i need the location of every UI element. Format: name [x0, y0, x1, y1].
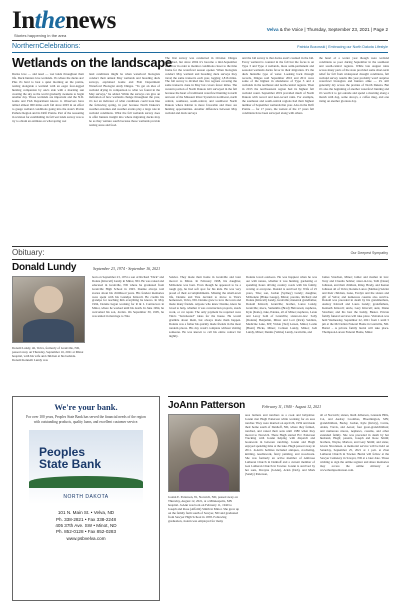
- issue-paper: Velva: [266, 27, 279, 32]
- logo-prefix: In: [12, 7, 35, 34]
- article-column-5: the heart of a wetter year though were wetland conditions so poor during September in the southeast and south-central regions. While late August rains across many parts of the state provided some short-term relief for fall from widespread drought conditions, fall wetland survey results this year probably won't surprise waterfowl biologists and hunters alike — it's still generally dry across the prairies of North Dakota. But it's also the beginning of another waterfowl hunting and it's worth it to get outside and spend a morning along a marsh with dog, some decoys, a coffee mug, and one rising on another glorious day.: [319, 57, 389, 103]
- obituary-joann-rule: [168, 396, 388, 397]
- bank-address-line-2: Ph. 338-2821 • Fax 338-2248: [55, 516, 117, 522]
- bank-ad-body: For over 100 years, Peoples State Bank has served the financial needs of the region with outstanding products, quality loans, and excellent customer service.: [26, 415, 146, 424]
- obituary-photo-joann: [168, 414, 240, 492]
- bank-address: [13, 510, 159, 542]
- issue-line: [267, 27, 388, 32]
- bank-logo-subtitle: NORTH DAKOTA: [63, 494, 109, 501]
- bank-name-line-1: Peoples: [39, 445, 86, 460]
- obituary-name-donald: Donald Lundy: [12, 262, 77, 273]
- article-column-3: The first survey was conducted in October. Dinges described, but since 2004 it's become a mid-September endeavor in order to monitor conditions closer to the time frame for the waterfowl season opener. When biologists conduct May wetland and breeding duck surveys they travel the same transects each year, logging 1,816 miles. The fall survey is divided into five regions covering the same transects done in May but covers fewer miles. The western portion of North Dakota isn't surveyed in the fall because the heart of traditional waterfowl hunting is north and east of the Missouri River System in northwest, north central, southeast, south-central, and southwest North Dakota where habitat is more favorable and there are hunting opportunities. Another difference between May wetland and duck surveys: [165, 57, 237, 115]
- section-credit: Patricia Bozowski | Embracing our North Dakota Lifestyle: [297, 45, 388, 49]
- obituary-donald-column-3: Donnie loved outdoors. He was happiest when he was out with nature, whether it was hunting, gardening or spending hours driving country roads with his family, waving at everyone. Donald is survived by: Wife of 25 years, Tina; son, Jordan (Sydney) Lundy; daughter, McKenzie (Blake Gauge), Minot; parents, Richard and Donna (Kitzcell) Lundy, Granville; maternal grandfather, Donald Kitzcell, Granville; brother, Lance Lundy, Granville; niece, Samantha (Brad) Halvorsen; nephews, Kyle (Katie), Jake, Paislee, all of Minot; nephews, Lexie and Leroy both of Granville; sisters-in-law: Sally (Donnie) Benjamin, Minot and Lori (Rick) Seidlers, Medicine Lake, MT; Vickie (Ted) Larsen, Minot; Leslie (Brent) Hicks, Minot; Colleen Lundy, Minot; Jodi Lundy, Minot; Dennis (Velma) Lundy, Granville, and: [246, 276, 317, 334]
- bank-logo: [29, 430, 143, 504]
- bank-address-line-1: 101 N. Main St. • Velva, ND: [57, 510, 115, 516]
- bank-logo-wave: [29, 476, 143, 488]
- obituary-donald-column-2: Solzler. They made their home in Granville and later moved to Minot. In February 1998, his daughter, McKenzie was born. Even though he appeared to be a tough guy, he had soft spot for his kids. He was very proud of their accomplishments. Missing the small-town life, Donnie and Tina decided to move to Tina's hometown, Velva, ND. Donnie grew to love the town and made many friends. Anyone who knew Donnie, knew he loved to help, whether it was construction projects, snack work, or car repair. The only payment he required were Tina's "butt-heated" ideas for the house. He would grumble about them, but always made them happen. Donnie was a father his quickly made friends in the most random places. His day wasn't complete without visiting someone. He was known to call his entire contact list nightly.: [169, 276, 241, 338]
- obituary-name-joann: JoAnn Patterson: [168, 400, 246, 411]
- obituary-dates-joann: February 11, 1940 - August 12, 2021: [262, 404, 322, 409]
- masthead-logo[interactable]: [12, 8, 116, 34]
- obituary-label: Obituary:: [12, 248, 45, 257]
- obituary-donald-column-4: James Strachen, Minot; father and mother in law: Tony and Claudia Selzler; sister-in-law, Tolli (Dean) Johnson, and their children, Riley, Brady, and Kenon Johnson all of Velva; Ronnie Lance (Melissa) Selzler and their children, Luke, Evelyn and the sisters and gift of Velva; and numerous cousins also survive. Donald was preceded in death by his grandmothers, Audrey Kitzcell and Laura Lundy; grandfathers, Kenneth Kitzcell; uncle, Gary Kitzcell; aunt, Diane Strachen; and his best the buddy, Buster. Private family funeral services will take place. Visitation was held Wednesday, September 22, 2021 from 1 until 5 pm at the McClellon Funeral Home in Granville, ND. Burial – A private family burial will take place. Thompson-Larson Funeral Home, Minot: [322, 276, 389, 334]
- obituary-joann-column-1: area farmers and ranchers as a cook and babysitter. JoAnn met Hugh Patterson while working for an area rancher. They were married on April 26, 1959 and made their home south of Denhoff, ND, where they farmed, ranched, and raised their sons until 1980 when they moved to Norwich. There Hugh started H.J. Patterson Trucking with JoAnn helping with dispatch and bookwork in between ranching. JoAnn and Hugh enjoyed spending time at the lake. Hugh passed away in 2011. JoAnn's hobbies included antiques, crocheting, knitting, needlework, fancy painting, and woodwork. She was formerly an active member of Ambrose Lutheran Church in Denhoff and a current member of Gen Lutheran Church in Towner. JoAnn is survived by her sons, Dwayne (JoAnn), Arlen (Deb), and Mark (Sandy) Patterson,: [245, 414, 315, 476]
- bank-ad[interactable]: [12, 396, 160, 601]
- obituary-caption-joann: JoAnn E. Patterson, 81, Norwich, ND, passed away on Thursday, August 12, 2021, at a Minneapolis, MN hospital. JoAnn was born on February 11, 1940 to Joseph and Rose (Affeldt) Smith in Minot. She grew up on the family farm south of Sawyer, ND and graduated from Sawyer High School in 1958. Following graduation, JoAnn was employed for many: [168, 495, 240, 523]
- bank-address-line-4: Ph. 852-0128 • Fax 852-0283: [55, 529, 117, 535]
- logo-suffix: news: [65, 7, 116, 34]
- issue-amp: &: [278, 27, 285, 32]
- bank-wordmark: [39, 446, 101, 470]
- article-headline: Wetlands on the landscape: [12, 55, 172, 70]
- section-rule: [12, 52, 388, 53]
- obituary-caption-donald: Donald Lundy, 46, Velva, formerly of Granville, ND, passed away on Thursday, September 16, 2021 at Minot hospital, with his wife and children at his bedside. Donald Kenneth Lundy was: [12, 346, 84, 362]
- bank-name-line-2: State Bank: [39, 457, 102, 472]
- masthead-tagline: Stories happening in the area: [14, 33, 67, 38]
- obituary-photo-donald: [12, 276, 85, 343]
- article-column-1: Ducks love — and need — wet lands throughout their life. Duck hunters love wetlands. It's where the ducks are! Plus it's hard to beat a quiet morning on the prairie, resting alongside a wetland with an eager four-legged hunting companion by one's side with a morning sun creating the sky as the world gradually awakens to begin another day. Those wetlands are important and the N.D. Game and Fish Department knows it. Observers have tallied almost 900 miles each fall since 2003 in an effort to gauge wetland conditions going into the state's Prairie Pothole Region and its Drift Prairie. Part of the reasoning in revision for establishing its fall wet lands survey was to try to obtain an estimate on what spring wet: [12, 73, 84, 123]
- article-column-2: land conditions might be when waterfowl biologists conduct their annual May wetlands and breeding duck surveys, explained Game and Fish Department Waterfowl Biologist Andy Dinges. "To get an idea of wetland drying in comparison to what we found in the May surveys," he added. While the surveys can give an indication of how wetlands change throughout the year, it's not an indicator of what conditions could look like the following spring, in part because North Dakota's weather extremes and weather events play a large role in wetland conditions. What the fall wetlands survey does is offer hunters insight into where migrating ducks may be as they venture south because those wetlands provide resting areas and food.: [89, 73, 160, 127]
- section-label: NorthernCelebrations:: [12, 43, 81, 50]
- obituary-credit: Our Deepest Sympathy: [350, 251, 388, 255]
- bank-website-link[interactable]: www.psbvelva.com: [66, 535, 106, 541]
- obituary-dates-donald: September 23, 1974 - September 16, 2021: [93, 266, 161, 271]
- bank-address-line-3: 405 37th Ave. SW • Minot, ND: [55, 523, 117, 528]
- obituary-top-rule: [12, 246, 388, 247]
- logo-accent: the: [34, 7, 66, 34]
- obituary-joann-column-2: all of Norwich; sisters, Ruth Jefferson, Granada Hills, CA, and Audrey Coombes, Bloomington, MN; grandchildren, Becky, Jordan, Kyle (Kristy), Carrie, Aiden, Travis, and Aaron; four great-grandchildren; and numerous nieces, nephews, cousins, and other extended family. She was preceded in death by her husband, Hugh; parents, Joseph and Rose Smith; brothers, Wayne, Marlow, and Gary Smith; and sister, Gloria Nicolaisen. A memorial service will be held on Saturday, September 25, 2021 at 1 p.m. at Zion Lutheran Church in Towner. Burial will follow at the Sawyer Cemetery in Sawyer, ND at a later date. Those wishing to sign the online register and share memories may access the online obituary at www.thompsonlarson.com.: [320, 414, 389, 472]
- obituary-rule: [12, 259, 388, 260]
- article-column-4: and the fall survey is that ducks aren't counted in the fall. Every wetland is counted in the fall but the focus is on Type 3 and Type 4 wetlands, more semi-permanent and seasonal wetlands ducks favor in their migration. It's the duck huntable type of water. Looking back through records, Dinges said September 2010 and 2011 were some of the highest in abundance of Type 3 and 4 wetlands in the northeast and north-central regions. Then in 2013 the northwestern region had its highest fall wetland count. September 2019 provided much of North Dakota with record and near-record rains. For example, the southeast and south-central regions had their highest number of September wetlands that year. Also in the Drift Prairie — for 17 years, the wettest of the 17 years fall conditions have been surveyed along with others.: [242, 57, 314, 115]
- masthead-rule: [12, 40, 388, 41]
- obituary-donald-column-1: born on September 23, 1974 a son of Richard "Dick" and Donna (Kitzcell) Lundy in Minot, ND. He was raised and educated in Granville, ND where he graduated from Granville High School in 1993. Donnie always told stories about his childhood years. His fondest memories were spent with his Grandpa Kitzcell. He credits his grandpa for teaching him everything he knows. In May 1994, Donnie began working for R & L Contractors in Minot, where he worked until his death. In June 1994, he welcomed his son, Jordan. On September 30, 1995, he was united in marriage to Tina: [92, 276, 164, 319]
- issue-rest: the Voice | Thursday, September 23, 2021 | Page 2: [284, 27, 388, 32]
- bank-ad-headline: We're your bank.: [54, 402, 118, 412]
